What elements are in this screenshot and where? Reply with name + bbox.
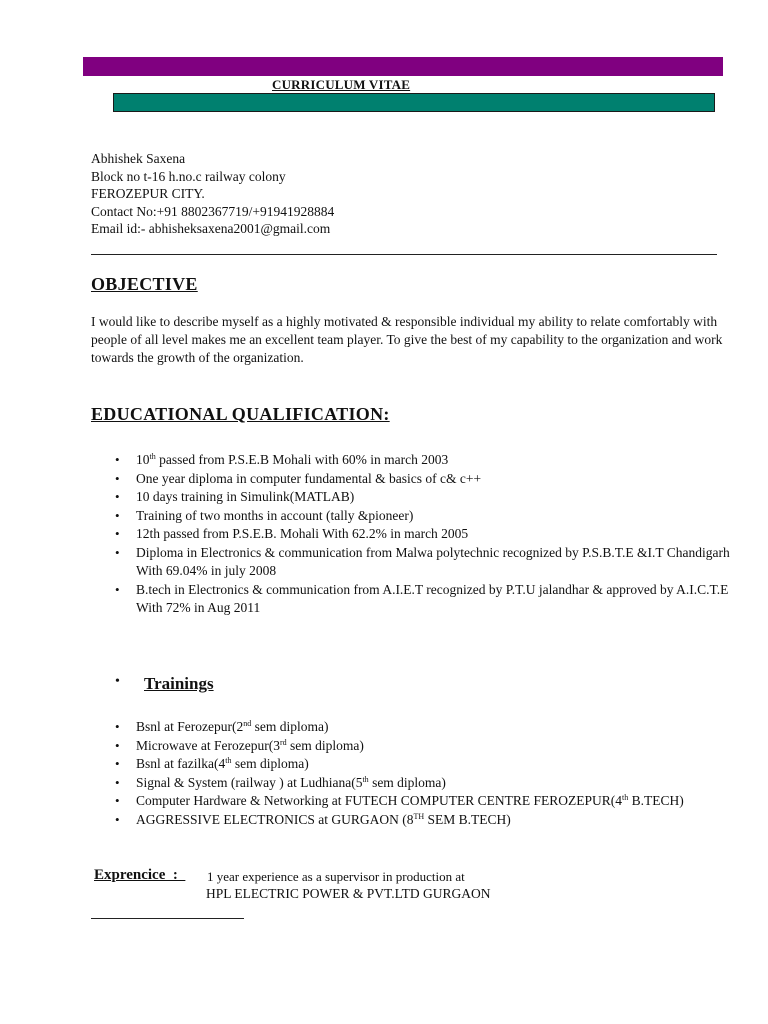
footer-divider (91, 918, 244, 919)
trainings-bullet: • (115, 674, 120, 689)
education-item: • Diploma in Electronics & communication from Malwa polytechnic recognized by P.S.B.T.E &I.T Chandigarh With 69.04% in july 2008 (91, 544, 731, 581)
education-list (91, 451, 731, 618)
contact-address-line1: Block no t-16 h.no.c railway colony (91, 168, 286, 184)
education-heading: EDUCATIONAL QUALIFICATION: (91, 404, 390, 424)
experience-line1: 1 year experience as a supervisor in production at (207, 869, 465, 884)
contact-block (91, 150, 334, 238)
training-item: • Bsnl at Ferozepur(2nd sem diploma) (91, 718, 731, 737)
training-item: • Signal & System (railway ) at Ludhiana(5th sem diploma) (91, 774, 731, 793)
experience-line2: HPL ELECTRIC POWER & PVT.LTD GURGAON (206, 886, 491, 901)
education-item: • 10 days training in Simulink(MATLAB) (91, 488, 731, 507)
experience-label: Exprencice : (94, 867, 186, 883)
contact-address-line2: FEROZEPUR CITY. (91, 186, 205, 201)
contact-name: Abhishek Saxena (91, 151, 186, 166)
education-item: • 10th passed from P.S.E.B Mohali with 60% in march 2003 (91, 451, 731, 470)
header-bar-teal (113, 93, 715, 112)
education-item: • Training of two months in account (tally &pioneer) (91, 507, 731, 526)
section-divider (91, 254, 717, 255)
education-item: • 12th passed from P.S.E.B. Mohali With 62.2% in march 2005 (91, 525, 731, 544)
trainings-list (91, 718, 731, 829)
education-item: • One year diploma in computer fundamental & basics of c& c++ (91, 470, 731, 489)
education-item: • B.tech in Electronics & communication from A.I.E.T recognized by P.T.U jalandhar & approved by A.I.C.T.E With 72% in Aug 2011 (91, 581, 731, 618)
training-item: • Computer Hardware & Networking at FUTECH COMPUTER CENTRE FEROZEPUR(4th B.TECH) (91, 792, 731, 811)
training-item: • AGGRESSIVE ELECTRONICS at GURGAON (8TH SEM B.TECH) (91, 811, 731, 830)
training-item: • Bsnl at fazilka(4th sem diploma) (91, 755, 731, 774)
contact-phone: Contact No:+91 8802367719/+91941928884 (91, 203, 335, 219)
training-item: • Microwave at Ferozepur(3rd sem diploma) (91, 737, 731, 756)
contact-email: Email id:- abhisheksaxena2001@gmail.com (91, 221, 331, 236)
objective-heading: OBJECTIVE (91, 274, 198, 294)
objective-text: I would like to describe myself as a highly motivated & responsible individual my ability to relate comfortably with people of all level makes me an excellent team player. To give the best of my capability to the organization and work towards the growth of the organization. (91, 314, 723, 365)
document-title: CURRICULUM VITAE (272, 77, 411, 92)
trainings-heading: Trainings (144, 674, 214, 693)
header-bar-purple (83, 57, 723, 76)
